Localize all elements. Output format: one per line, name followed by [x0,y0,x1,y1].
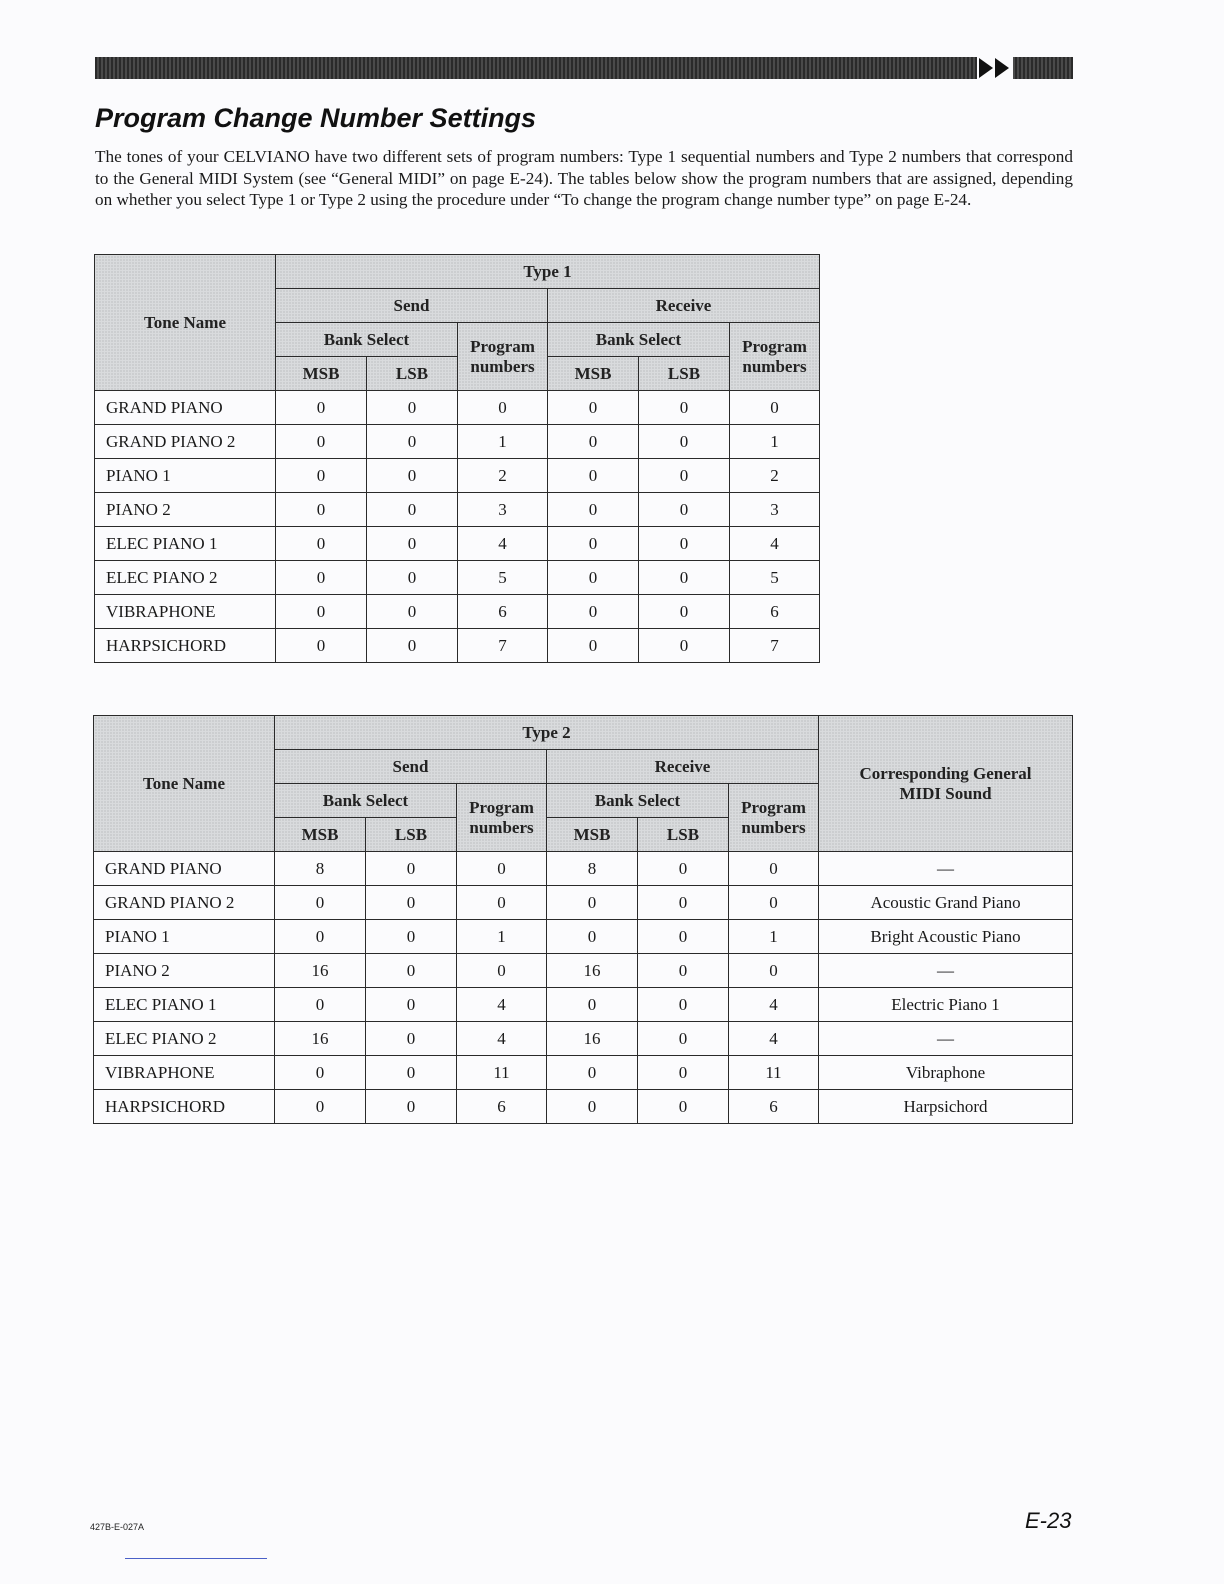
r-msb-cell: 0 [548,561,639,595]
s-lsb-cell: 0 [366,886,457,920]
s-prog-cell: 5 [458,561,548,595]
send-header: Send [275,750,547,784]
s-msb-cell: 0 [276,391,367,425]
r-lsb-cell: 0 [639,561,730,595]
s-lsb-cell: 0 [367,391,458,425]
bank-select-header: Bank Select [547,784,729,818]
s-lsb-cell: 0 [366,988,457,1022]
table-row [95,561,820,595]
r-prog-cell: 7 [730,629,820,663]
s-lsb-cell: 0 [366,1056,457,1090]
s-lsb-cell: 0 [367,629,458,663]
r-lsb-cell: 0 [639,425,730,459]
msb-header: MSB [276,357,367,391]
header-bar [95,57,1073,79]
tone-name-cell: PIANO 1 [94,920,275,954]
table-row [95,629,820,663]
type2-table [93,715,1073,1124]
msb-header: MSB [275,818,366,852]
r-msb-cell: 0 [548,459,639,493]
type-title: Type 1 [276,255,820,289]
table-row [95,425,820,459]
continue-arrows-icon [977,57,1013,79]
tone-name-cell: HARPSICHORD [94,1090,275,1124]
s-msb-cell: 0 [275,920,366,954]
gm-sound-cell: Bright Acoustic Piano [819,920,1073,954]
bottom-rule [125,1558,267,1559]
table-row [95,527,820,561]
s-lsb-cell: 0 [366,1090,457,1124]
table-row [94,1090,1073,1124]
s-msb-cell: 8 [275,852,366,886]
s-lsb-cell: 0 [366,852,457,886]
s-msb-cell: 16 [275,1022,366,1056]
r-msb-cell: 0 [547,886,638,920]
gm-sound-cell: Harpsichord [819,1090,1073,1124]
gm-sound-cell: — [819,852,1073,886]
gm-sound-header: Corresponding General MIDI Sound [819,716,1073,852]
r-lsb-cell: 0 [638,1056,729,1090]
s-prog-cell: 1 [457,920,547,954]
tone-name-cell: GRAND PIANO 2 [95,425,276,459]
r-msb-cell: 0 [547,920,638,954]
r-lsb-cell: 0 [639,527,730,561]
s-msb-cell: 0 [276,561,367,595]
s-lsb-cell: 0 [367,527,458,561]
program-numbers-header: Program numbers [457,784,547,852]
s-msb-cell: 0 [275,1056,366,1090]
gm-sound-cell: — [819,1022,1073,1056]
gm-sound-cell: Acoustic Grand Piano [819,886,1073,920]
r-prog-cell: 6 [730,595,820,629]
gm-sound-cell: — [819,954,1073,988]
receive-header: Receive [548,289,820,323]
table-row [95,493,820,527]
bank-select-header: Bank Select [276,323,458,357]
r-msb-cell: 0 [548,425,639,459]
s-prog-cell: 0 [457,886,547,920]
lsb-header: LSB [366,818,457,852]
r-lsb-cell: 0 [639,629,730,663]
s-prog-cell: 7 [458,629,548,663]
tone-name-cell: ELEC PIANO 2 [94,1022,275,1056]
table-row [95,595,820,629]
s-prog-cell: 4 [457,988,547,1022]
r-prog-cell: 0 [729,954,819,988]
r-prog-cell: 11 [729,1056,819,1090]
s-lsb-cell: 0 [367,595,458,629]
s-msb-cell: 0 [276,459,367,493]
r-prog-cell: 2 [730,459,820,493]
s-msb-cell: 0 [276,425,367,459]
intro-paragraph: The tones of your CELVIANO have two different sets of program numbers: Type 1 sequential numbers and Type 2 numbers that correspond to the General MIDI System (see “General MIDI” on page E-24). The tables below show the program numbers that are assigned, depending on whether you select Type 1 or Type 2 using the procedure under “To change the program change number type” on page E-24. [95,147,1073,209]
r-prog-cell: 1 [730,425,820,459]
table-row [95,391,820,425]
s-lsb-cell: 0 [367,561,458,595]
tone-name-header: Tone Name [95,255,276,391]
s-lsb-cell: 0 [367,425,458,459]
r-msb-cell: 0 [548,527,639,561]
gm-sound-cell: Vibraphone [819,1056,1073,1090]
r-lsb-cell: 0 [639,595,730,629]
r-msb-cell: 0 [547,988,638,1022]
r-msb-cell: 8 [547,852,638,886]
tone-name-cell: VIBRAPHONE [94,1056,275,1090]
r-msb-cell: 0 [548,493,639,527]
r-prog-cell: 3 [730,493,820,527]
r-lsb-cell: 0 [638,1022,729,1056]
footer-code: 427B-E-027A [90,1522,145,1532]
r-lsb-cell: 0 [638,1090,729,1124]
receive-header: Receive [547,750,819,784]
lsb-header: LSB [639,357,730,391]
page-title: Program Change Number Settings [95,103,537,133]
tone-name-cell: GRAND PIANO [95,391,276,425]
s-prog-cell: 6 [458,595,548,629]
table-row [94,886,1073,920]
r-lsb-cell: 0 [639,459,730,493]
s-msb-cell: 0 [276,493,367,527]
r-prog-cell: 0 [729,852,819,886]
table-row [94,954,1073,988]
r-prog-cell: 4 [729,1022,819,1056]
r-prog-cell: 4 [729,988,819,1022]
table-row [94,920,1073,954]
tone-name-cell: PIANO 1 [95,459,276,493]
r-prog-cell: 0 [729,886,819,920]
r-msb-cell: 0 [548,595,639,629]
s-prog-cell: 6 [457,1090,547,1124]
msb-header: MSB [548,357,639,391]
table-row [94,988,1073,1022]
r-lsb-cell: 0 [639,493,730,527]
tone-name-cell: GRAND PIANO [94,852,275,886]
send-header: Send [276,289,548,323]
r-prog-cell: 4 [730,527,820,561]
table-row [94,1022,1073,1056]
lsb-header: LSB [638,818,729,852]
s-msb-cell: 0 [275,988,366,1022]
program-numbers-header: Program numbers [730,323,820,391]
r-prog-cell: 6 [729,1090,819,1124]
tone-name-header: Tone Name [94,716,275,852]
bank-select-header: Bank Select [548,323,730,357]
s-lsb-cell: 0 [366,920,457,954]
s-prog-cell: 4 [457,1022,547,1056]
type1-table [94,254,820,663]
bank-select-header: Bank Select [275,784,457,818]
tone-name-cell: HARPSICHORD [95,629,276,663]
gm-sound-cell: Electric Piano 1 [819,988,1073,1022]
lsb-header: LSB [367,357,458,391]
s-msb-cell: 0 [276,527,367,561]
s-prog-cell: 3 [458,493,548,527]
page-number: E-23 [1025,1508,1072,1533]
s-msb-cell: 0 [276,629,367,663]
table-row [95,459,820,493]
r-msb-cell: 0 [548,391,639,425]
tone-name-cell: ELEC PIANO 1 [95,527,276,561]
s-lsb-cell: 0 [367,459,458,493]
s-msb-cell: 0 [275,1090,366,1124]
s-prog-cell: 11 [457,1056,547,1090]
r-prog-cell: 0 [730,391,820,425]
tone-name-cell: PIANO 2 [95,493,276,527]
r-lsb-cell: 0 [638,954,729,988]
program-numbers-header: Program numbers [729,784,819,852]
s-prog-cell: 2 [458,459,548,493]
s-lsb-cell: 0 [366,954,457,988]
tone-name-cell: GRAND PIANO 2 [94,886,275,920]
r-prog-cell: 5 [730,561,820,595]
r-lsb-cell: 0 [638,886,729,920]
r-msb-cell: 0 [547,1090,638,1124]
s-lsb-cell: 0 [366,1022,457,1056]
s-msb-cell: 0 [275,886,366,920]
s-lsb-cell: 0 [367,493,458,527]
program-numbers-header: Program numbers [458,323,548,391]
s-msb-cell: 0 [276,595,367,629]
r-prog-cell: 1 [729,920,819,954]
s-prog-cell: 0 [457,852,547,886]
r-lsb-cell: 0 [638,852,729,886]
s-msb-cell: 16 [275,954,366,988]
s-prog-cell: 0 [458,391,548,425]
r-msb-cell: 0 [547,1056,638,1090]
tone-name-cell: VIBRAPHONE [95,595,276,629]
msb-header: MSB [547,818,638,852]
tone-name-cell: ELEC PIANO 2 [95,561,276,595]
type-title: Type 2 [275,716,819,750]
s-prog-cell: 0 [457,954,547,988]
table-row [94,1056,1073,1090]
tone-name-cell: PIANO 2 [94,954,275,988]
r-msb-cell: 16 [547,1022,638,1056]
tone-name-cell: ELEC PIANO 1 [94,988,275,1022]
r-msb-cell: 16 [547,954,638,988]
r-lsb-cell: 0 [638,988,729,1022]
r-lsb-cell: 0 [639,391,730,425]
table-row [94,852,1073,886]
r-lsb-cell: 0 [638,920,729,954]
s-prog-cell: 4 [458,527,548,561]
s-prog-cell: 1 [458,425,548,459]
r-msb-cell: 0 [548,629,639,663]
